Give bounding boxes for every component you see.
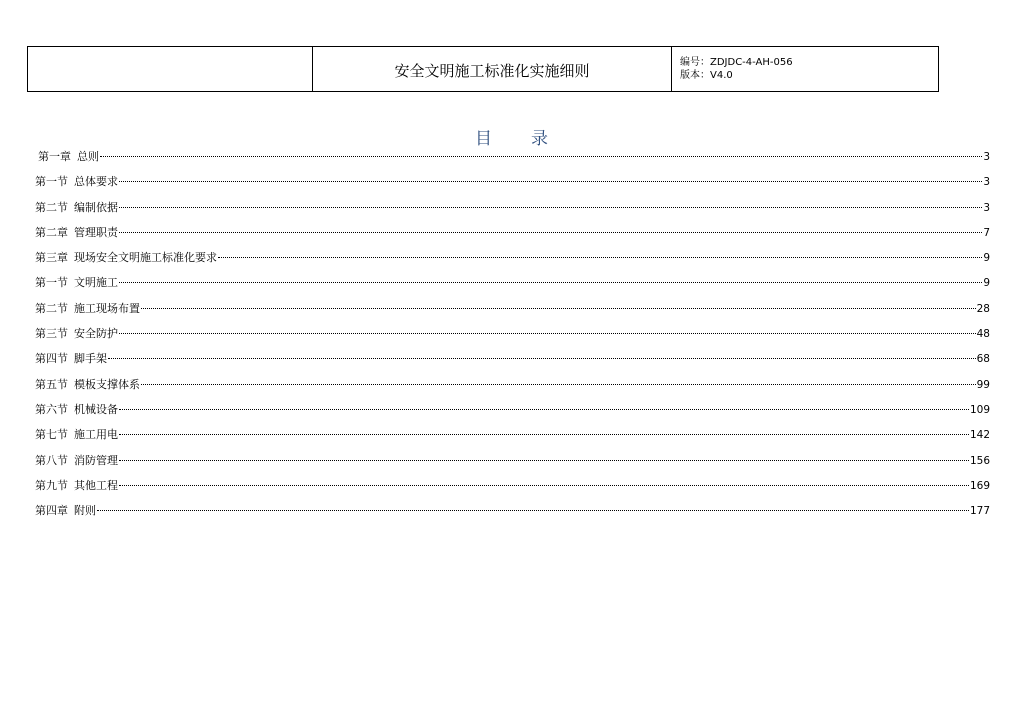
toc-entry-section: 第四节 (35, 352, 68, 366)
toc-entry-page: 99 (976, 378, 990, 391)
toc-entry-section: 第三章 (35, 251, 68, 265)
dot-leader (141, 308, 976, 309)
toc-entry-page: 156 (969, 454, 990, 467)
version-label: 版本： (680, 70, 710, 81)
dot-leader (100, 156, 982, 157)
toc-entry-title: 机械设备 (74, 402, 118, 416)
toc-entry-label (35, 500, 96, 522)
dot-leader (119, 232, 982, 233)
toc-entry-section: 第一节 (35, 276, 68, 290)
toc-entry-page: 9 (983, 277, 990, 290)
toc-entry[interactable] (35, 374, 990, 399)
toc-entry[interactable] (35, 348, 990, 373)
code-label: 编号： (680, 57, 710, 68)
toc-entry-title: 总体要求 (74, 175, 118, 189)
toc-entry-title: 模板支撑体系 (74, 377, 140, 391)
dot-leader (119, 460, 969, 461)
toc-entry-page: 3 (983, 151, 990, 163)
toc-entry-section: 第二节 (35, 301, 68, 315)
toc-entry-title: 附则 (74, 504, 96, 518)
toc-entry[interactable] (35, 272, 990, 297)
toc-entry-section: 第一章 (38, 150, 71, 163)
toc-entry-page: 9 (983, 252, 990, 265)
toc-entry[interactable] (35, 424, 990, 449)
dot-leader (119, 434, 969, 435)
toc-entry-page: 142 (969, 429, 990, 442)
toc-entry-page: 7 (983, 226, 990, 239)
logo-cell (28, 47, 313, 91)
toc-entry-title: 现场安全文明施工标准化要求 (74, 251, 217, 265)
toc-entry-title: 消防管理 (74, 453, 118, 467)
toc-entry-label (35, 171, 118, 193)
toc-entry[interactable] (35, 323, 990, 348)
dot-leader (97, 510, 969, 511)
toc-entry-label (38, 146, 99, 168)
toc-entry-label (35, 323, 118, 345)
dot-leader (108, 358, 976, 359)
table-of-contents (35, 146, 990, 525)
toc-entry-label (35, 247, 217, 269)
toc-entry-page: 48 (976, 328, 990, 341)
document-meta (672, 47, 938, 91)
toc-heading-part: 录 (531, 129, 549, 149)
toc-entry-page: 3 (983, 176, 990, 189)
toc-entry-label (35, 450, 118, 472)
toc-entry-page: 3 (983, 201, 990, 214)
document-title: 安全文明施工标准化实施细则 (313, 47, 672, 91)
dot-leader (119, 282, 982, 283)
toc-entry-title: 总则 (77, 150, 99, 163)
toc-entry-section: 第二章 (35, 225, 68, 239)
toc-entry-page: 169 (969, 479, 990, 492)
toc-entry-label (35, 374, 140, 396)
toc-entry-label (35, 298, 140, 320)
toc-entry[interactable] (35, 450, 990, 475)
document-header (27, 46, 939, 92)
toc-entry-page: 177 (969, 505, 990, 518)
toc-entry-section: 第九节 (35, 478, 68, 492)
toc-entry-section: 第一节 (35, 175, 68, 189)
dot-leader (141, 384, 976, 385)
dot-leader (119, 181, 982, 182)
toc-entry[interactable] (35, 500, 990, 525)
toc-entry-label (35, 399, 118, 421)
toc-entry[interactable] (35, 222, 990, 247)
toc-entry[interactable] (35, 399, 990, 424)
document-version (680, 69, 938, 82)
toc-entry[interactable] (35, 146, 990, 171)
dot-leader (119, 409, 969, 410)
toc-entry-page: 109 (969, 403, 990, 416)
dot-leader (218, 257, 982, 258)
toc-entry-section: 第七节 (35, 428, 68, 442)
toc-entry-section: 第二节 (35, 200, 68, 214)
toc-entry[interactable] (35, 171, 990, 196)
toc-entry[interactable] (35, 298, 990, 323)
version-value: V4.0 (710, 70, 733, 81)
toc-entry-label (35, 197, 118, 219)
toc-entry[interactable] (35, 475, 990, 500)
toc-entry-page: 68 (976, 353, 990, 366)
toc-entry-title: 施工用电 (74, 428, 118, 442)
toc-entry[interactable] (35, 247, 990, 272)
toc-entry-label (35, 475, 118, 497)
toc-entry-title: 其他工程 (74, 478, 118, 492)
toc-entry-title: 编制依据 (74, 200, 118, 214)
toc-entry-section: 第四章 (35, 504, 68, 518)
code-value: ZDJDC-4-AH-056 (710, 57, 793, 68)
toc-entry-label (35, 348, 107, 370)
toc-heading-part: 目 (475, 129, 493, 149)
toc-entry-section: 第三节 (35, 327, 68, 341)
toc-entry-page: 28 (976, 302, 990, 315)
toc-entry-title: 管理职责 (74, 225, 118, 239)
toc-entry-title: 文明施工 (74, 276, 118, 290)
toc-entry-section: 第六节 (35, 402, 68, 416)
dot-leader (119, 207, 982, 208)
toc-entry-label (35, 222, 118, 244)
toc-entry-title: 安全防护 (74, 327, 118, 341)
toc-entry-section: 第八节 (35, 453, 68, 467)
toc-entry-label (35, 272, 118, 294)
document-code (680, 56, 938, 69)
toc-entry-title: 脚手架 (74, 352, 107, 366)
toc-entry-title: 施工现场布置 (74, 301, 140, 315)
dot-leader (119, 333, 976, 334)
toc-entry-section: 第五节 (35, 377, 68, 391)
toc-entry[interactable] (35, 197, 990, 222)
dot-leader (119, 485, 969, 486)
toc-entry-label (35, 424, 118, 446)
